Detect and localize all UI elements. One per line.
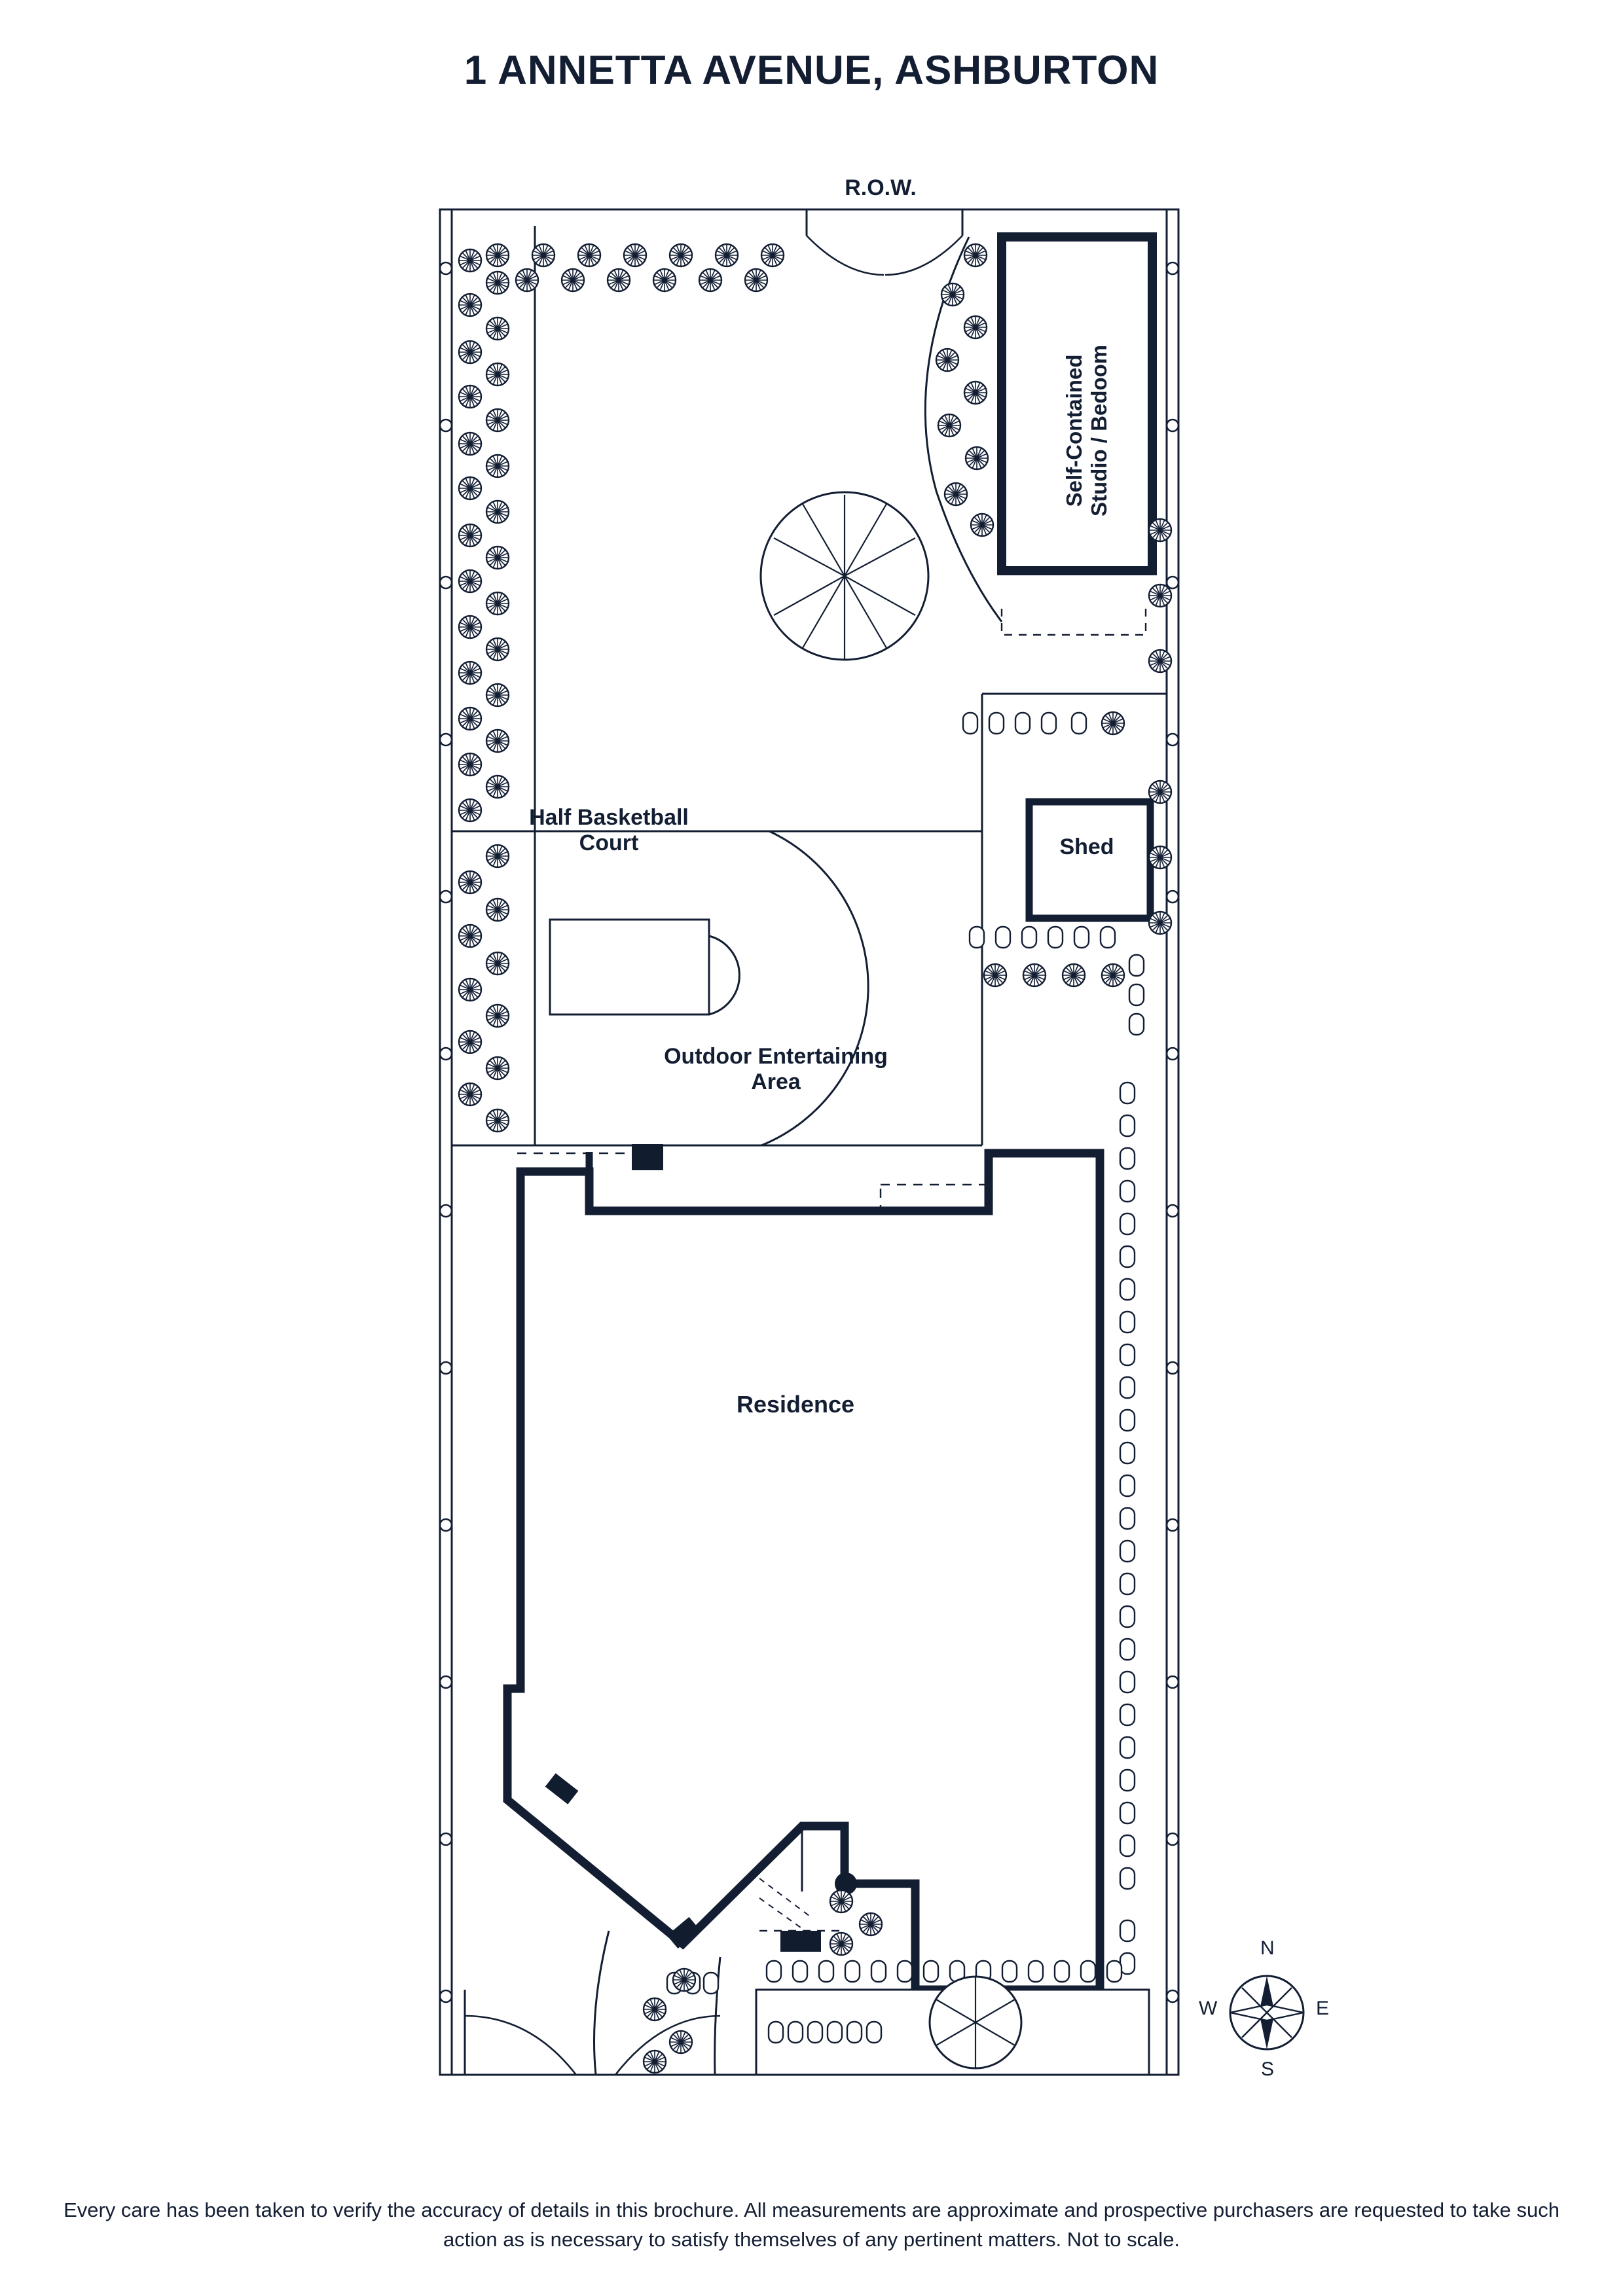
compass-west-label: W xyxy=(1199,1998,1218,2019)
compass-rose xyxy=(1195,1937,1339,2088)
compass-south-label: S xyxy=(1261,2058,1275,2080)
label-residence: Residence xyxy=(736,1391,855,1418)
tree-front xyxy=(930,1977,1021,2068)
label-basketball-court: Half Basketball Court xyxy=(529,805,689,856)
disclaimer-text: Every care has been taken to verify the accuracy of details in this brochure. All measurements are approximate and prospective purchasers are requested to take such action as is necessary to satisfy themselves of any pertinent matters. Not to scale. xyxy=(64,2198,1559,2251)
compass-east-label: E xyxy=(1316,1998,1330,2019)
tree-rear xyxy=(761,492,928,660)
page-title: 1 ANNETTA AVENUE, ASHBURTON xyxy=(464,48,1159,93)
site-plan-drawing xyxy=(0,164,1623,2127)
label-outdoor-entertaining: Outdoor Entertaining Area xyxy=(664,1044,888,1095)
label-shed: Shed xyxy=(1059,834,1114,859)
compass-north-label: N xyxy=(1260,1937,1275,1959)
label-studio: Self-Contained Studio / Bedoom xyxy=(1062,344,1111,517)
site-plan xyxy=(0,164,1623,2127)
label-row: R.O.W. xyxy=(845,175,917,200)
